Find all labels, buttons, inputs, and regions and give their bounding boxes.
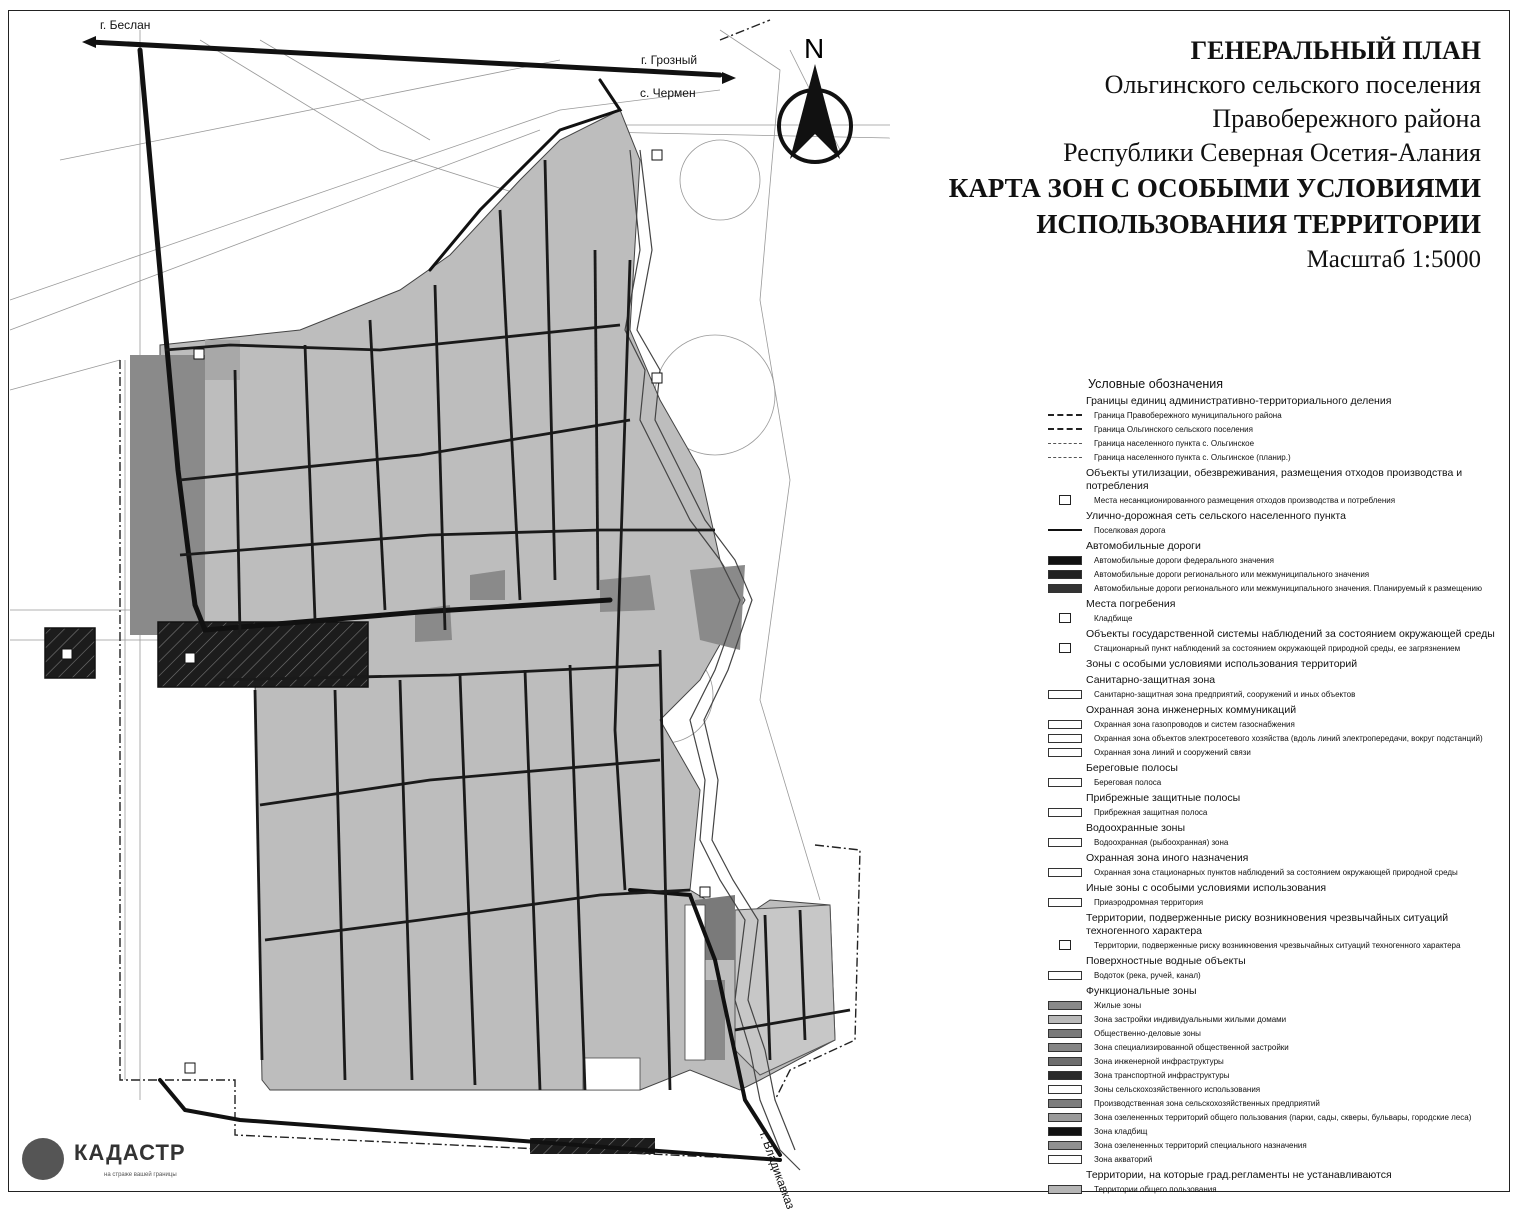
legend-section-heading: Охранная зона иного назначения: [1086, 852, 1249, 864]
legend-item-label: Зона кладбищ: [1094, 1126, 1148, 1136]
legend-item: [1048, 687, 1503, 701]
legend-item: [1048, 567, 1503, 581]
legend-swatch: [1048, 643, 1082, 653]
legend-item-label: Граница населенного пункта с. Ольгинское: [1094, 438, 1255, 448]
legend-swatch: [1048, 1184, 1082, 1194]
legend-section-heading: Зоны с особыми условиями использования территорий: [1086, 658, 1358, 670]
legend-swatch: [1048, 777, 1082, 787]
legend-item: [1048, 805, 1503, 819]
legend-section-heading: Функциональные зоны: [1086, 985, 1197, 997]
legend-section-heading: Водоохранные зоны: [1086, 822, 1186, 834]
label-grozny: г. Грозный: [641, 53, 698, 67]
legend-section-heading: Береговые полосы: [1086, 762, 1178, 774]
title-settlement: Ольгинского сельского поселения: [1104, 70, 1481, 99]
legend-item: [1048, 1026, 1503, 1040]
legend-swatch: [1048, 970, 1082, 980]
logo-tagline: на страже вашей границы: [104, 1172, 177, 1178]
legend-swatch: [1048, 452, 1082, 462]
legend-swatch: [1048, 1098, 1082, 1108]
title-map-line1: КАРТА ЗОН С ОСОБЫМИ УСЛОВИЯМИ: [948, 173, 1481, 203]
legend-swatch: [1048, 1014, 1082, 1024]
legend-item: [1048, 835, 1503, 849]
legend-item: [1048, 1054, 1503, 1068]
legend-section-heading: Охранная зона инженерных коммуникаций: [1086, 704, 1297, 716]
legend-swatch: [1048, 1042, 1082, 1052]
legend-section-heading: Автомобильные дороги: [1086, 540, 1201, 552]
legend-swatch: [1048, 1028, 1082, 1038]
title-district: Правобережного района: [1212, 104, 1481, 133]
legend-section-heading: Границы единиц административно-территориального деления: [1086, 395, 1392, 407]
legend-swatch: [1048, 1140, 1082, 1150]
label-beslan: г. Беслан: [100, 18, 151, 32]
legend-section-heading: Улично-дорожная сеть сельского населенного пункта: [1086, 510, 1346, 522]
legend-item: [1048, 1138, 1503, 1152]
legend-item: [1048, 998, 1503, 1012]
legend-item-label: Автомобильные дороги регионального или межмуниципального значения: [1094, 569, 1370, 579]
legend-item-label: Водоохранная (рыбоохранная) зона: [1094, 837, 1229, 847]
legend-item-label: Граница населенного пункта с. Ольгинское (планир.): [1094, 452, 1291, 462]
legend-item-label: Охранная зона линий и сооружений связи: [1094, 747, 1251, 757]
legend-item-label: Граница Ольгинского сельского поселения: [1094, 424, 1253, 434]
title-republic: Республики Северная Осетия-Алания: [1063, 138, 1481, 167]
legend-item-label: Охранная зона газопроводов и систем газоснабжения: [1094, 719, 1295, 729]
legend-body: [1048, 395, 1503, 1196]
legend-item: [1048, 895, 1503, 909]
legend-item-label: Граница Правобережного муниципального района: [1094, 410, 1282, 420]
legend-section-heading: Территории, на которые град.регламенты не устанавливаются: [1086, 1169, 1392, 1181]
legend-swatch: [1048, 689, 1082, 699]
legend-item: [1048, 745, 1503, 759]
legend-item: [1048, 553, 1503, 567]
legend-section-heading: Места погребения: [1086, 598, 1176, 610]
title-scale: Масштаб 1:5000: [1306, 246, 1481, 273]
logo-text: КАДАСТР: [74, 1140, 186, 1165]
legend-item: [1048, 1182, 1503, 1196]
legend-swatch: [1048, 719, 1082, 729]
legend-item-label: Автомобильные дороги регионального или межмуниципального значения. Планируемый к размещению: [1094, 583, 1482, 593]
legend-swatch: [1048, 438, 1082, 448]
legend-item: [1048, 611, 1503, 625]
legend-item-label: Территории общего пользования: [1094, 1184, 1217, 1194]
legend-item: [1048, 938, 1503, 952]
legend-item: [1048, 968, 1503, 982]
legend-swatch: [1048, 940, 1082, 950]
title-map-line2: ИСПОЛЬЗОВАНИЯ ТЕРРИТОРИИ: [1036, 209, 1481, 239]
legend-swatch: [1048, 733, 1082, 743]
label-chermen: с. Чермен: [640, 86, 696, 100]
legend-item-label: Зона озелененных территорий специального назначения: [1094, 1140, 1307, 1150]
legend-item: [1048, 1110, 1503, 1124]
legend-swatch: [1048, 583, 1082, 593]
title-main: ГЕНЕРАЛЬНЫЙ ПЛАН: [1190, 36, 1481, 65]
title-block: [861, 34, 1481, 278]
legend-item-label: Санитарно-защитная зона предприятий, сооружений и иных объектов: [1094, 689, 1356, 699]
legend-item: [1048, 1040, 1503, 1054]
legend-swatch: [1048, 1056, 1082, 1066]
legend-section-heading: Территории, подверженные риску возникновения чрезвычайных ситуаций техногенного характера: [1086, 912, 1449, 937]
legend-swatch: [1048, 1070, 1082, 1080]
legend-item-label: Поселковая дорога: [1094, 525, 1166, 535]
legend-swatch: [1048, 1112, 1082, 1122]
logo-mark-icon: [22, 1138, 64, 1180]
legend-item: [1048, 1082, 1503, 1096]
legend-item-label: Приаэродромная территория: [1094, 897, 1204, 907]
legend-item: [1048, 1012, 1503, 1026]
legend-item-label: Зона акваторий: [1094, 1154, 1153, 1164]
north-arrow: [770, 34, 860, 164]
legend-swatch: [1048, 807, 1082, 817]
legend-item-label: Береговая полоса: [1094, 777, 1162, 787]
legend-swatch: [1048, 525, 1082, 535]
legend-item: [1048, 1068, 1503, 1082]
legend-item-label: Водоток (река, ручей, канал): [1094, 970, 1201, 980]
legend-item-label: Зона инженерной инфраструктуры: [1094, 1056, 1224, 1066]
legend-item-label: Зоны сельскохозяйственного использования: [1094, 1084, 1261, 1094]
legend-item-label: Производственная зона сельскохозяйственных предприятий: [1094, 1098, 1320, 1108]
legend-swatch: [1048, 613, 1082, 623]
legend-swatch: [1048, 569, 1082, 579]
legend-item: [1048, 523, 1503, 537]
legend-swatch: [1048, 747, 1082, 757]
legend-item: [1048, 1096, 1503, 1110]
legend-section-heading: Санитарно-защитная зона: [1086, 674, 1216, 686]
legend-item-label: Общественно-деловые зоны: [1094, 1028, 1201, 1038]
kadastr-logo: [22, 1134, 222, 1186]
legend-item: [1048, 581, 1503, 595]
legend-section-heading: Иные зоны с особыми условиями использования: [1086, 882, 1327, 894]
north-letter: N: [804, 34, 825, 64]
legend-item: [1048, 641, 1503, 655]
legend-section-heading: Поверхностные водные объекты: [1086, 955, 1246, 967]
legend-item-label: Кладбище: [1094, 613, 1133, 623]
legend-swatch: [1048, 1126, 1082, 1136]
legend-item-label: Жилые зоны: [1094, 1000, 1142, 1010]
legend-swatch: [1048, 555, 1082, 565]
residential-zone: [130, 110, 835, 1090]
legend-item-label: Охранная зона объектов электросетевого хозяйства (вдоль линий электропередачи, вокруг подстанций): [1094, 733, 1483, 743]
legend-item-label: Зона транспортной инфраструктуры: [1094, 1070, 1230, 1080]
legend-swatch: [1048, 424, 1082, 434]
legend-item-label: Зона специализированной общественной застройки: [1094, 1042, 1289, 1052]
legend-item-label: Автомобильные дороги федерального значения: [1094, 555, 1274, 565]
legend-item-label: Места несанкционированного размещения отходов производства и потребления: [1094, 495, 1396, 505]
legend-section-heading: Объекты утилизации, обезвреживания, размещения отходов производства и потребления: [1086, 467, 1463, 492]
legend-section-heading: Прибрежные защитные полосы: [1086, 792, 1241, 804]
legend-item: [1048, 450, 1503, 464]
legend-swatch: [1048, 1000, 1082, 1010]
legend-item: [1048, 717, 1503, 731]
legend-item: [1048, 422, 1503, 436]
legend-section-heading: Объекты государственной системы наблюдений за состоянием окружающей среды: [1086, 628, 1495, 640]
legend-item: [1048, 408, 1503, 422]
legend-item-label: Стационарный пункт наблюдений за состоянием окружающей природной среды, ее загрязнением: [1094, 643, 1461, 653]
legend-swatch: [1048, 495, 1082, 505]
legend-item-label: Охранная зона стационарных пунктов наблюдений за состоянием окружающей природной среды: [1094, 867, 1458, 877]
legend-item: [1048, 1152, 1503, 1166]
legend-item: [1048, 1124, 1503, 1138]
legend: [1048, 376, 1503, 1196]
legend-swatch: [1048, 1084, 1082, 1094]
legend-swatch: [1048, 867, 1082, 877]
legend-item: [1048, 436, 1503, 450]
legend-title: Условные обозначения: [1088, 377, 1224, 391]
legend-swatch: [1048, 410, 1082, 420]
legend-item-label: Зона застройки индивидуальными жилыми домами: [1094, 1014, 1287, 1024]
legend-item: [1048, 865, 1503, 879]
legend-item: [1048, 493, 1503, 507]
legend-item: [1048, 775, 1503, 789]
legend-swatch: [1048, 1154, 1082, 1164]
legend-item-label: Зона озелененных территорий общего пользования (парки, сады, скверы, бульвары, городские леса): [1094, 1112, 1472, 1122]
label-vladikavkaz: г. Владикавказ: [756, 1130, 798, 1211]
legend-item-label: Территории, подверженные риску возникновения чрезвычайных ситуаций техногенного характера: [1094, 940, 1461, 950]
legend-swatch: [1048, 897, 1082, 907]
legend-swatch: [1048, 837, 1082, 847]
legend-item: [1048, 731, 1503, 745]
legend-item-label: Прибрежная защитная полоса: [1094, 807, 1208, 817]
